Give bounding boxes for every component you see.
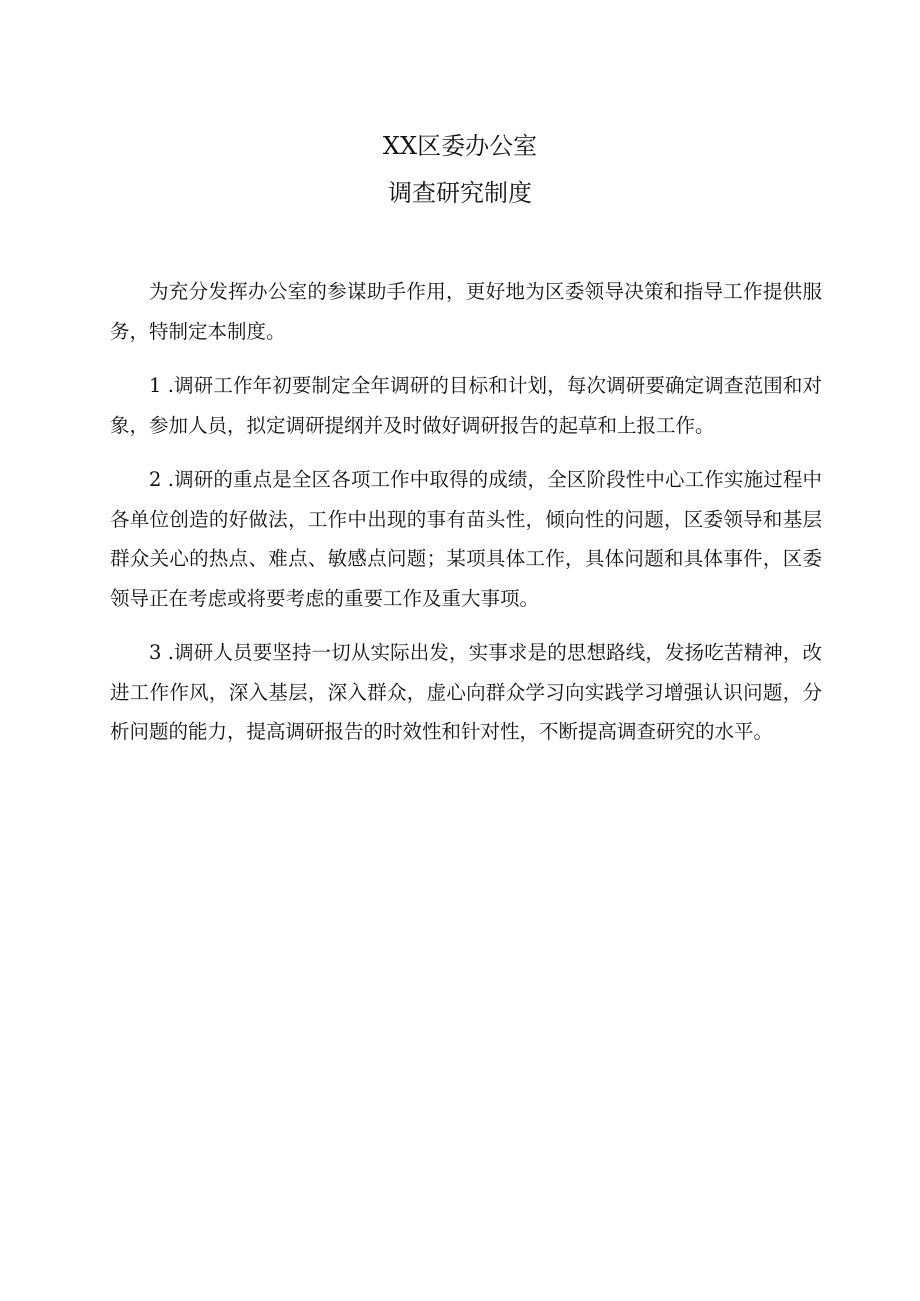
paragraph-item-3: 3 .调研人员要坚持一切从实际出发，实事求是的思想路线，发扬吃苦精神，改进工作作风，深入基层，深入群众，虚心向群众学习向实践学习增强认识问题，分析问题的能力，提高调研报告的时效性和针对性，不断提高调查研究的水平。 <box>110 641 822 743</box>
paragraph-item-2: 2 .调研的重点是全区各项工作中取得的成绩，全区阶段性中心工作实施过程中各单位创造的好做法，工作中出现的事有苗头性，倾向性的问题，区委领导和基层群众关心的热点、难点、敏感点问题；某项具体工作，具体问题和具体事件，区委领导正在考虑或将要考虑的重要工作及重大事项。 <box>110 468 822 610</box>
paragraph-intro: 为充分发挥办公室的参谋助手作用，更好地为区委领导决策和指导工作提供服务，特制定本制度。 <box>110 280 822 343</box>
document-title-name: 调查研究制度 <box>388 179 532 207</box>
paragraph-item-1: 1 .调研工作年初要制定全年调研的目标和计划，每次调研要确定调查范围和对象，参加人员，拟定调研提纲并及时做好调研报告的起草和上报工作。 <box>110 374 822 437</box>
document-title-organization: XX区委办公室 <box>382 132 538 160</box>
document-body <box>110 272 822 767</box>
